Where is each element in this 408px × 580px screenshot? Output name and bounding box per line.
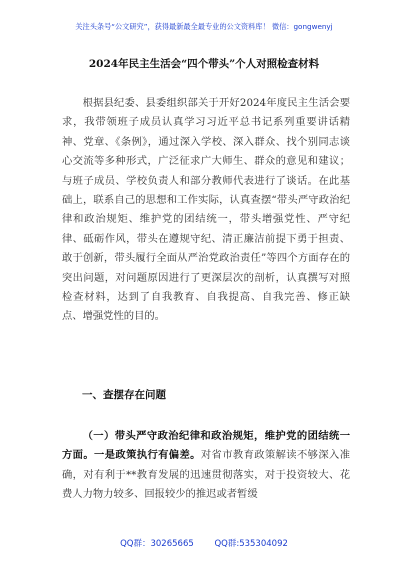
top-banner: 关注头条号“公文研究”，获得最新最全最专业的公文资料库！ 微信：gongwenyj	[75, 22, 333, 31]
problem-text: 对省市教育政策解读不够深入准确，对有利于**教育发展的迅速贯彻落实，对于投资较大、花费人力物力较多、回报较少的推迟或者暂缓	[62, 449, 351, 501]
document-title: 2024年民主生活会“四个带头”个人对照检查材料	[88, 58, 320, 70]
footer-qq-group-1: QQ群：30265665	[120, 539, 194, 549]
footer-qq-group-2: QQ群:535304092	[214, 539, 288, 549]
section-heading: 一、查摆存在问题	[82, 389, 166, 401]
problem-paragraph	[62, 427, 350, 505]
problem-heading-bold: （一）带头严守政治纪律和政治规矩，维护党的团结统一方面。一是政策执行有偏差。	[62, 430, 350, 462]
intro-paragraph: 根据县纪委、县委组织部关于开好2024年度民主生活会要求，我带领班子成员认真学习习近平总书记系列重要讲话精神、党章、《条例》，通过深入学校、深入群众、找个别同志谈心交流等多种形式，广泛征求广大师生、群众的意见和建议；与班子成员、学校负责人和部分教师代表进行了谈话。在此基础上，联系自己的思想和工作实际，认真查摆“带头严守政治纪律和政治规矩、维护党的团结统一，带头增强党性、严守纪律、砥砺作风，带头在遵规守纪、清正廉洁前提下勇于担责、敢于创新，带头履行全面从严治党政治责任”等四个方面存在的突出问题，对问题原因进行了更深层次的剖析，认真撰写对照检查材料，达到了自我教育、自我提高、自我完善、修正缺点、增强党性的目的。	[62, 97, 350, 323]
footer	[0, 537, 408, 549]
